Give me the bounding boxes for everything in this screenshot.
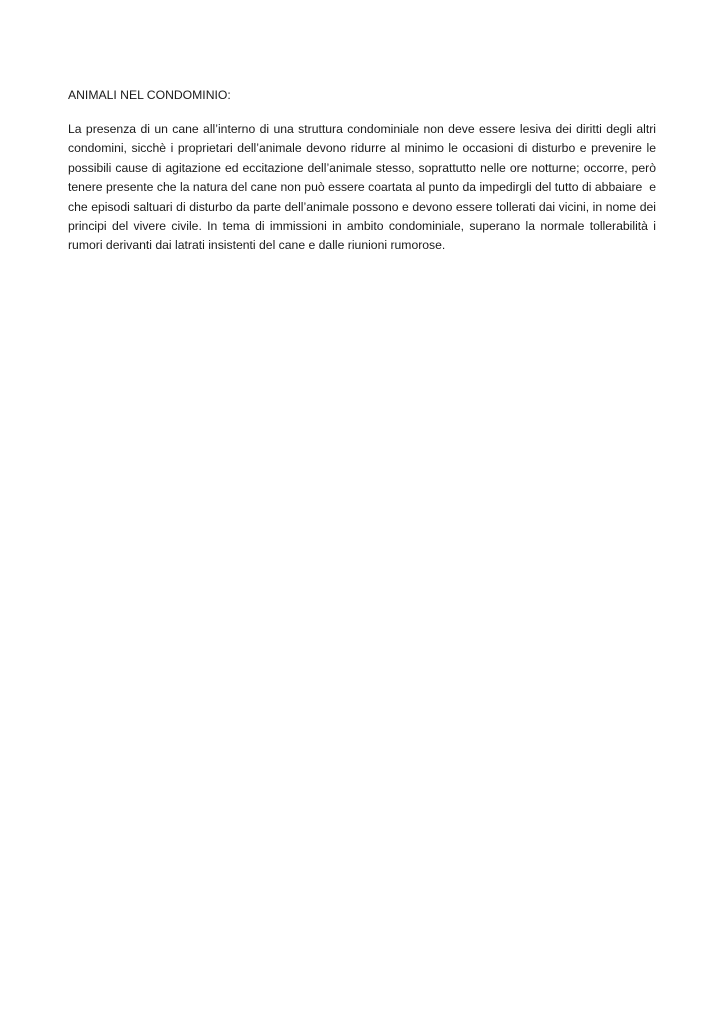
document-title: ANIMALI NEL CONDOMINIO: — [68, 88, 231, 102]
document-body — [68, 86, 660, 256]
document-paragraph: La presenza di un cane all’interno di una struttura condominiale non deve essere lesiva dei diritti degli altri condomini, sicchè i proprietari dell’animale devono ridurre al minimo le occasioni di disturbo e prevenire le possibili cause di agitazione ed eccitazione dell’animale stesso, soprattutto nelle ore notturne; occorre, però tenere presente che la natura del cane non può essere coartata al punto da impedirgli del tutto di abbaiare e che episodi saltuari di disturbo da parte dell’animale possono e devono essere tollerati dai vicini, in nome dei principi del vivere civile. In tema di immissioni in ambito condominiale, superano la normale tollerabilità i rumori derivanti dai latrati insistenti del cane e dalle riunioni rumorose. — [68, 122, 660, 253]
